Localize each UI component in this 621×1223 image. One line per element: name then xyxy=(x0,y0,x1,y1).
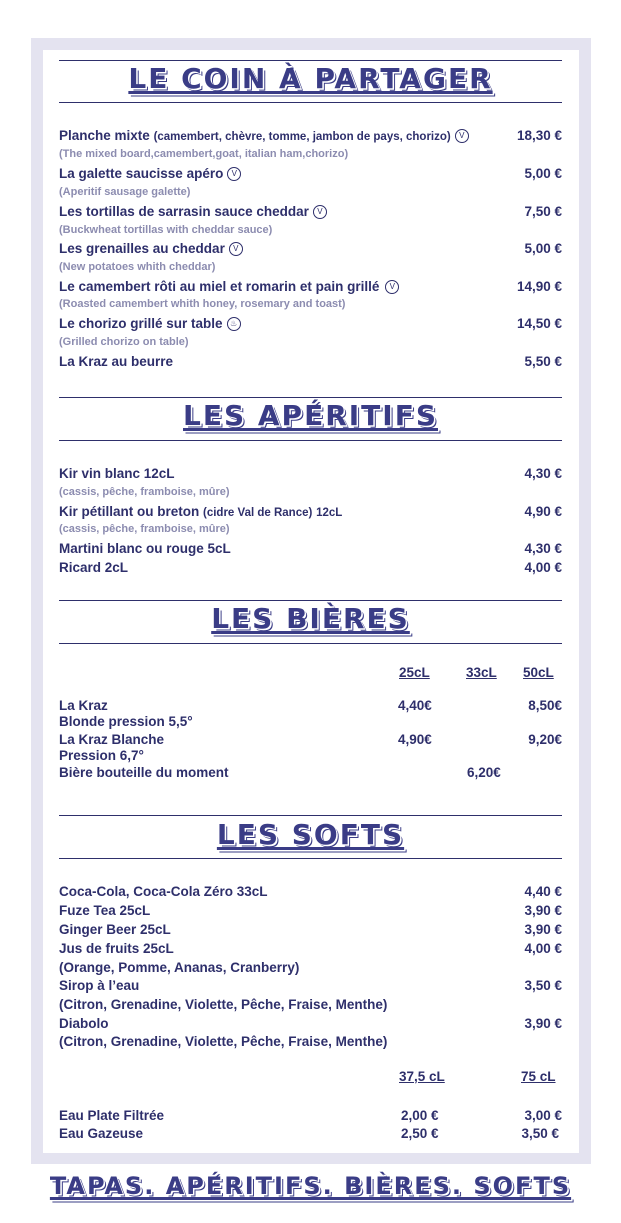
vegetarian-icon: V xyxy=(227,167,241,181)
menu-item: Coca-Cola, Coca-Cola Zéro 33cL xyxy=(59,884,268,899)
column-header-25cl: 25cL xyxy=(399,665,430,680)
price-25cl: 4,40€ xyxy=(398,698,432,713)
price-75cl: 3,00 € xyxy=(524,1108,562,1123)
menu-item: Martini blanc ou rouge 5cL xyxy=(59,541,231,556)
vegetarian-icon: V xyxy=(229,242,243,256)
menu-item-translation: (New potatoes whith cheddar) xyxy=(59,261,216,273)
menu-item: Bière bouteille du moment xyxy=(59,765,229,780)
section-rule xyxy=(59,643,562,644)
menu-price: 4,40 € xyxy=(524,884,562,899)
menu-item-translation: (Buckwheat tortillas with cheddar sauce) xyxy=(59,224,273,236)
vegetarian-icon: V xyxy=(385,280,399,294)
section-rule xyxy=(59,102,562,103)
menu-price: 3,90 € xyxy=(524,1016,562,1031)
menu-price: 14,90 € xyxy=(516,279,562,294)
menu-price: 14,50 € xyxy=(516,316,562,331)
menu-item: Eau Plate Filtrée xyxy=(59,1108,165,1123)
menu-price: 5,00 € xyxy=(524,241,562,256)
menu-item-translation: (Aperitif sausage galette) xyxy=(59,186,191,198)
section-title-softs: LES SOFTS xyxy=(216,818,405,851)
column-header-33cl: 33cL xyxy=(466,665,497,680)
menu-price: 4,00 € xyxy=(524,941,562,956)
price-75cl: 3,50 € xyxy=(521,1126,559,1141)
menu-item: Les tortillas de sarrasin sauce cheddar V xyxy=(59,204,327,219)
menu-item: Les grenailles au cheddar V xyxy=(59,241,243,256)
price-33cl: 6,20€ xyxy=(467,765,501,780)
menu-item-translation: (Grilled chorizo on table) xyxy=(59,336,189,348)
menu-price: 3,90 € xyxy=(524,922,562,937)
menu-item: Fuze Tea 25cL xyxy=(59,903,151,918)
menu-item-subline: (Orange, Pomme, Ananas, Cranberry) xyxy=(59,960,300,975)
section-title-bieres: LES BIÈRES xyxy=(211,602,410,635)
menu-item: Eau Gazeuse xyxy=(59,1126,144,1141)
menu-item: Planche mixte (camembert, chèvre, tomme, jambon de pays, chorizo) V xyxy=(59,128,469,143)
menu-item-translation: (cassis, pêche, framboise, mûre) xyxy=(59,486,230,498)
menu-item: Jus de fruits 25cL xyxy=(59,941,174,956)
menu-item: La Kraz au beurre xyxy=(59,354,174,369)
menu-item: Ginger Beer 25cL xyxy=(59,922,171,937)
menu-item: Kir pétillant ou breton (cidre Val de Rance) 12cL xyxy=(59,504,343,519)
menu-price: 4,30 € xyxy=(524,466,562,481)
spicy-icon: ♨ xyxy=(227,317,241,331)
section-title-aperitifs: LES APÉRITIFS xyxy=(183,399,438,432)
price-50cl: 9,20€ xyxy=(528,732,562,747)
menu-item-translation: (cassis, pêche, framboise, mûre) xyxy=(59,523,230,535)
price-25cl: 4,90€ xyxy=(398,732,432,747)
menu-price: 4,90 € xyxy=(524,504,562,519)
menu-item: La Kraz Blanche xyxy=(59,732,165,747)
menu-item-subline: (Citron, Grenadine, Violette, Pêche, Fraise, Menthe) xyxy=(59,1034,388,1049)
menu-item: La galette saucisse apéro V xyxy=(59,166,241,181)
menu-item: Kir vin blanc 12cL xyxy=(59,466,175,481)
menu-price: 4,00 € xyxy=(524,560,562,575)
menu-price: 18,30 € xyxy=(516,128,562,143)
menu-item: Le camembert rôti au miel et romarin et pain grillé V xyxy=(59,279,399,294)
menu-item-subline: Pression 6,7° xyxy=(59,748,144,763)
menu-item-translation: (The mixed board,camembert,goat, italian ham,chorizo) xyxy=(59,148,349,160)
menu-item: Le chorizo grillé sur table ♨ xyxy=(59,316,241,331)
section-rule xyxy=(59,60,562,61)
vegetarian-icon: V xyxy=(455,129,469,143)
menu-item-subline: (Citron, Grenadine, Violette, Pêche, Fraise, Menthe) xyxy=(59,997,388,1012)
price-37-5cl: 2,50 € xyxy=(401,1126,439,1141)
section-rule xyxy=(59,440,562,441)
menu-price: 4,30 € xyxy=(524,541,562,556)
menu-item: Sirop à l’eau xyxy=(59,978,140,993)
menu-price: 5,00 € xyxy=(524,166,562,181)
menu-item-subline: Blonde pression 5,5° xyxy=(59,714,193,729)
price-37-5cl: 2,00 € xyxy=(401,1108,439,1123)
menu-item: Ricard 2cL xyxy=(59,560,129,575)
price-50cl: 8,50€ xyxy=(528,698,562,713)
column-header-75cl: 75 cL xyxy=(521,1069,556,1084)
section-rule xyxy=(59,600,562,601)
menu-item: La Kraz xyxy=(59,698,108,713)
section-rule xyxy=(59,815,562,816)
footer-banner: TAPAS. APÉRITIFS. BIÈRES. SOFTS xyxy=(49,1172,572,1200)
menu-price: 5,50 € xyxy=(524,354,562,369)
column-header-37-5cl: 37,5 cL xyxy=(399,1069,445,1084)
column-header-50cl: 50cL xyxy=(523,665,554,680)
section-rule xyxy=(59,397,562,398)
vegetarian-icon: V xyxy=(313,205,327,219)
section-rule xyxy=(59,858,562,859)
menu-item-translation: (Roasted camembert whith honey, rosemary and toast) xyxy=(59,298,346,310)
menu-price: 7,50 € xyxy=(524,204,562,219)
menu-item: Diabolo xyxy=(59,1016,109,1031)
menu-price: 3,50 € xyxy=(524,978,562,993)
section-title-partager: LE COIN À PARTAGER xyxy=(128,62,493,95)
menu-price: 3,90 € xyxy=(524,903,562,918)
